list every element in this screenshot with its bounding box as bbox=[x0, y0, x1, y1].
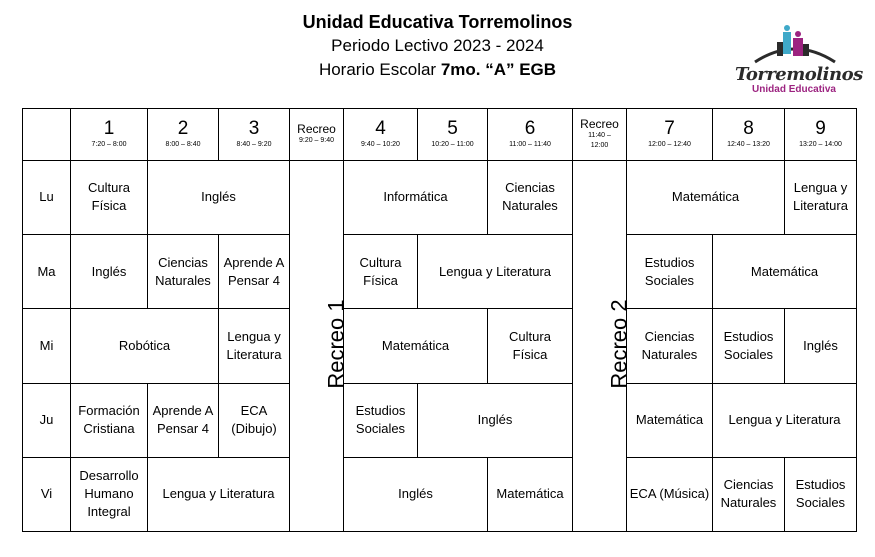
subject-cell: Matemática bbox=[627, 383, 713, 457]
period-number: 9 bbox=[815, 118, 826, 140]
day-label: Vi bbox=[23, 457, 71, 531]
period-time: 10:20 – 11:00 bbox=[431, 141, 474, 149]
school-logo bbox=[735, 18, 863, 98]
subject-cell: Matemática bbox=[627, 160, 785, 234]
recreo-label: Recreo bbox=[580, 117, 619, 132]
day-label: Ju bbox=[23, 383, 71, 457]
recreo-label: Recreo bbox=[297, 122, 336, 137]
subject-cell: ECA (Dibujo) bbox=[219, 383, 290, 457]
subject-cell: Lengua y Literatura bbox=[785, 160, 857, 234]
school-period: Periodo Lectivo 2023 - 2024 bbox=[331, 36, 544, 55]
subject-cell: Cultura Física bbox=[71, 160, 148, 234]
period-header bbox=[785, 109, 857, 161]
subject-cell: Formación Cristiana bbox=[71, 383, 148, 457]
subject-cell: Lengua y Literatura bbox=[713, 383, 857, 457]
recreo-2-column bbox=[573, 160, 632, 531]
subject-cell: Estudios Sociales bbox=[344, 383, 418, 457]
period-number: 1 bbox=[103, 118, 115, 140]
subject-cell: Ciencias Naturales bbox=[488, 160, 573, 234]
subject-cell: Cultura Física bbox=[344, 235, 418, 309]
header-row bbox=[23, 109, 857, 161]
subject-cell: Ciencias Naturales bbox=[713, 457, 785, 531]
subject-cell: Matemática bbox=[713, 235, 857, 309]
subject-cell: Lengua y Literatura bbox=[418, 235, 573, 309]
period-number: 2 bbox=[177, 118, 189, 140]
subject-cell: Inglés bbox=[418, 383, 573, 457]
recreo-time: 11:40 – bbox=[588, 132, 611, 140]
subject-cell: Ciencias Naturales bbox=[627, 309, 713, 383]
schedule-title-prefix: Horario Escolar bbox=[318, 60, 441, 79]
period-header bbox=[219, 109, 290, 161]
day-label: Mi bbox=[23, 309, 71, 383]
schedule-table bbox=[22, 108, 857, 532]
subject-cell: Lengua y Literatura bbox=[148, 457, 290, 531]
recreo-1-column bbox=[290, 160, 349, 531]
period-number: 5 bbox=[447, 118, 458, 140]
logo-name: Torremolinos bbox=[735, 64, 863, 85]
subject-cell: Inglés bbox=[71, 235, 148, 309]
period-number: 6 bbox=[524, 118, 536, 140]
day-row-vi bbox=[23, 457, 857, 531]
day-row-mi bbox=[23, 309, 857, 383]
recreo-2-label: Recreo 2 bbox=[606, 299, 632, 390]
recreo-header bbox=[290, 109, 344, 161]
subject-cell: Estudios Sociales bbox=[785, 457, 857, 531]
recreo-time: 12:00 bbox=[590, 142, 609, 150]
day-label: Lu bbox=[23, 160, 71, 234]
period-header bbox=[418, 109, 488, 161]
school-name: Unidad Educativa Torremolinos bbox=[302, 12, 573, 32]
subject-cell: Matemática bbox=[344, 309, 488, 383]
period-header bbox=[488, 109, 573, 161]
subject-cell: Estudios Sociales bbox=[627, 235, 713, 309]
period-time: 13:20 – 14:00 bbox=[799, 141, 842, 149]
subject-cell: Robótica bbox=[71, 309, 219, 383]
subject-cell: Desarrollo Humano Integral bbox=[71, 457, 148, 531]
castle-logo-icon bbox=[735, 18, 853, 68]
subject-cell: Informática bbox=[344, 160, 488, 234]
subject-cell: Inglés bbox=[148, 160, 290, 234]
period-time: 8:40 – 9:20 bbox=[236, 141, 272, 149]
subject-cell: ECA (Música) bbox=[627, 457, 713, 531]
period-number: 3 bbox=[248, 118, 260, 140]
subject-cell: Lengua y Literatura bbox=[219, 309, 290, 383]
period-time: 9:40 – 10:20 bbox=[361, 141, 400, 149]
subject-cell: Matemática bbox=[488, 457, 573, 531]
period-number: 4 bbox=[375, 118, 386, 140]
subject-cell: Estudios Sociales bbox=[713, 309, 785, 383]
period-header bbox=[713, 109, 785, 161]
period-time: 12:40 – 13:20 bbox=[727, 141, 770, 149]
period-time: 7:20 – 8:00 bbox=[91, 141, 127, 149]
subject-cell: Aprende A Pensar 4 bbox=[148, 383, 219, 457]
recreo-time: 9:20 – 9:40 bbox=[298, 137, 335, 145]
period-header bbox=[344, 109, 418, 161]
subject-cell: Aprende A Pensar 4 bbox=[219, 235, 290, 309]
corner-cell bbox=[23, 109, 71, 161]
subject-cell: Cultura Física bbox=[488, 309, 573, 383]
day-label: Ma bbox=[23, 235, 71, 309]
period-header bbox=[148, 109, 219, 161]
recreo-header bbox=[573, 109, 627, 161]
period-time: 8:00 – 8:40 bbox=[165, 141, 201, 149]
period-time: 11:00 – 11:40 bbox=[509, 141, 551, 149]
logo-subtitle: Unidad Educativa bbox=[752, 84, 836, 95]
period-time: 12:00 – 12:40 bbox=[648, 141, 691, 149]
day-row-ju bbox=[23, 383, 857, 457]
schedule-title-class: 7mo. “A” EGB bbox=[440, 60, 557, 79]
subject-cell: Inglés bbox=[785, 309, 857, 383]
subject-cell: Ciencias Naturales bbox=[148, 235, 219, 309]
recreo-1-label: Recreo 1 bbox=[323, 299, 349, 390]
period-number: 7 bbox=[664, 118, 675, 140]
period-header bbox=[71, 109, 148, 161]
period-header bbox=[627, 109, 713, 161]
day-row-ma bbox=[23, 235, 857, 309]
subject-cell: Inglés bbox=[344, 457, 488, 531]
period-number: 8 bbox=[743, 118, 754, 140]
day-row-lu bbox=[23, 160, 857, 234]
